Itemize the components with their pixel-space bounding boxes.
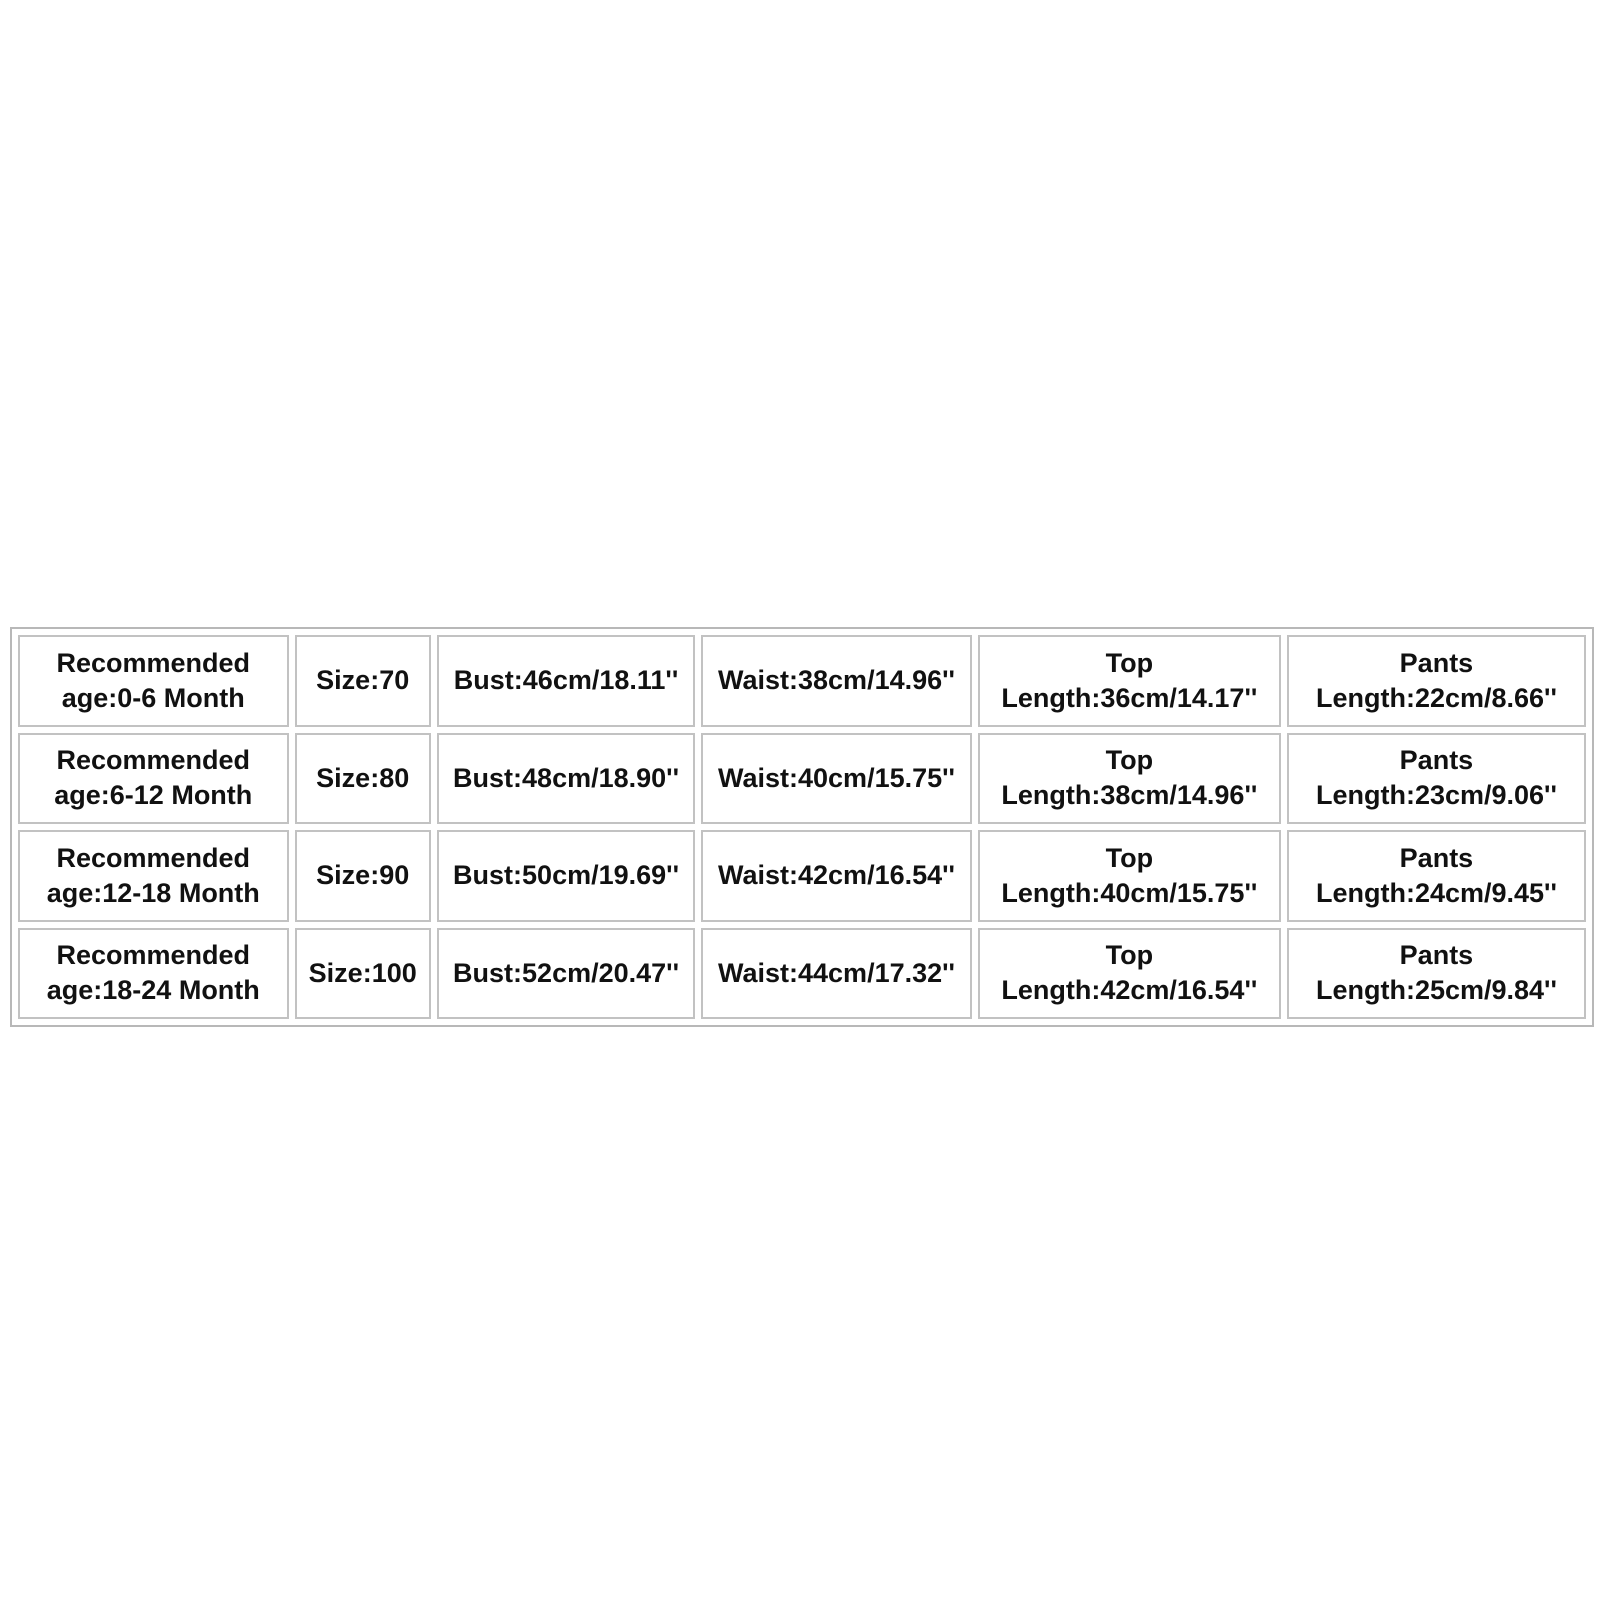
table-row: [18, 733, 1586, 825]
waist-cell: Waist:44cm/17.32'': [701, 928, 972, 1020]
waist-cell: Waist:40cm/15.75'': [701, 733, 972, 825]
bust-cell: Bust:48cm/18.90'': [437, 733, 695, 825]
table-row: [18, 830, 1586, 922]
top-length-cell: Top Length:36cm/14.17'': [978, 635, 1281, 727]
size-cell: Size:70: [295, 635, 431, 727]
waist-cell: Waist:38cm/14.96'': [701, 635, 972, 727]
size-cell: Size:80: [295, 733, 431, 825]
top-length-cell: Top Length:38cm/14.96'': [978, 733, 1281, 825]
size-cell: Size:90: [295, 830, 431, 922]
table-row: [18, 928, 1586, 1020]
bust-cell: Bust:50cm/19.69'': [437, 830, 695, 922]
table-row: [18, 635, 1586, 727]
size-cell: Size:100: [295, 928, 431, 1020]
bust-cell: Bust:52cm/20.47'': [437, 928, 695, 1020]
waist-cell: Waist:42cm/16.54'': [701, 830, 972, 922]
pants-length-cell: Pants Length:24cm/9.45'': [1287, 830, 1586, 922]
top-length-cell: Top Length:40cm/15.75'': [978, 830, 1281, 922]
age-cell: Recommended age:6-12 Month: [18, 733, 289, 825]
top-length-cell: Top Length:42cm/16.54'': [978, 928, 1281, 1020]
pants-length-cell: Pants Length:22cm/8.66'': [1287, 635, 1586, 727]
age-cell: Recommended age:12-18 Month: [18, 830, 289, 922]
age-cell: Recommended age:0-6 Month: [18, 635, 289, 727]
size-chart-table: [10, 627, 1594, 1027]
pants-length-cell: Pants Length:25cm/9.84'': [1287, 928, 1586, 1020]
age-cell: Recommended age:18-24 Month: [18, 928, 289, 1020]
bust-cell: Bust:46cm/18.11'': [437, 635, 695, 727]
pants-length-cell: Pants Length:23cm/9.06'': [1287, 733, 1586, 825]
